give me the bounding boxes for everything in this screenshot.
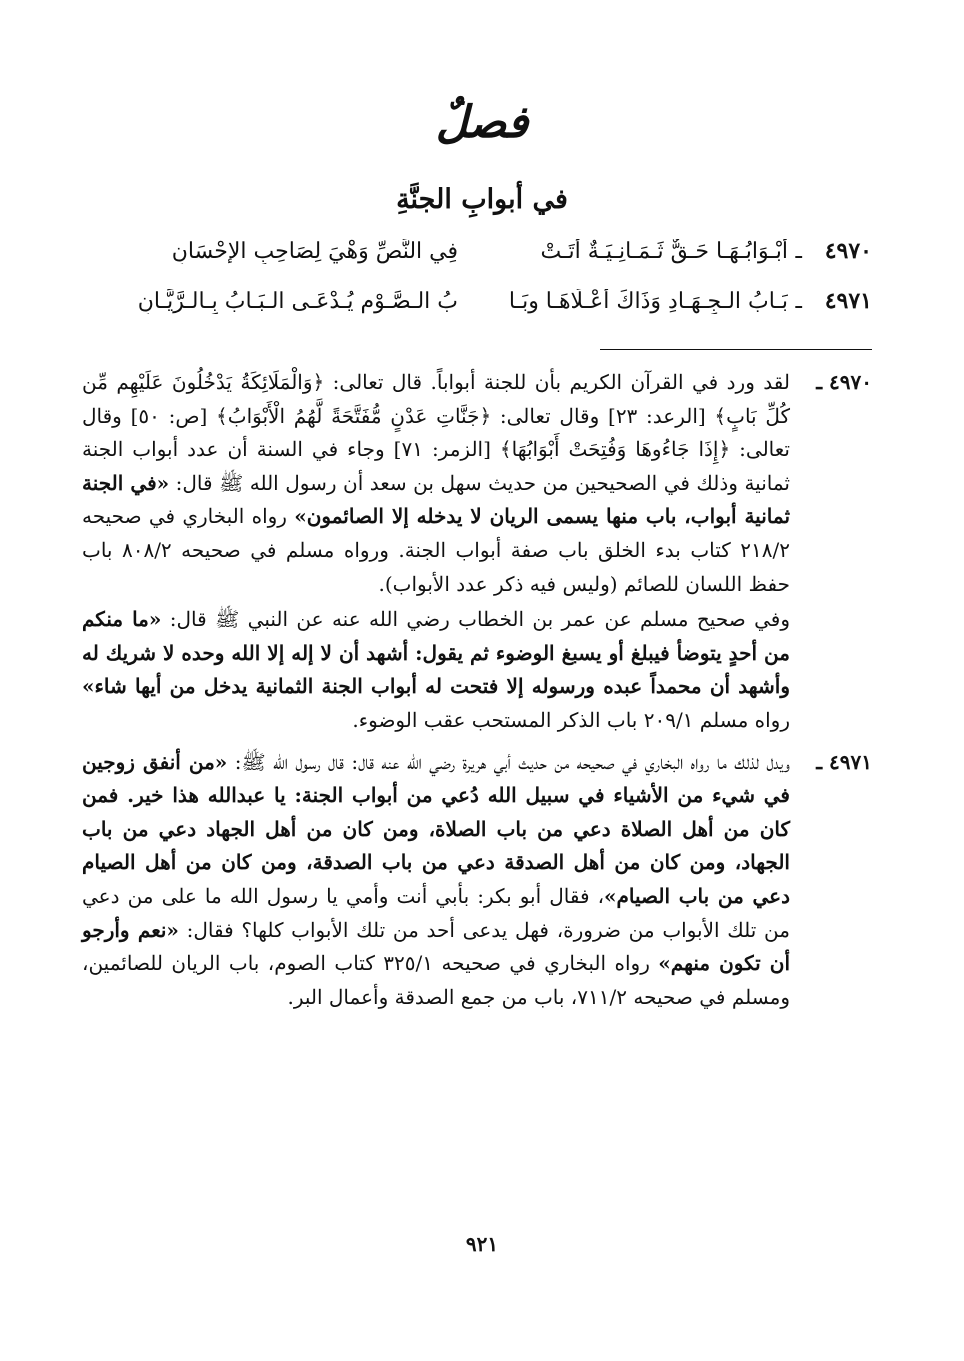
verse-dash: ـ — [795, 289, 802, 314]
footnote-paragraph — [82, 603, 790, 737]
footnote-paragraph — [82, 366, 790, 601]
section-title: في أبوابِ الجنَّةِ — [396, 184, 568, 215]
hadith-quote: «ما منكم من أحدٍ يتوضأ فيبلغ أو يسبغ الوضوء ثم يقول: أشهد أن لا إله إلا الله وحده لا شريك له وأشهد أن محمداً عبده ورسوله إلا فتحت له أبواب الجنة الثمانية يدخل من أيها شاء» — [82, 607, 790, 699]
footnote-text: لقد ورد في القرآن الكريم بأن للجنة أبواباً. قال تعالى: — [324, 370, 790, 394]
verse-second-hemistich: فِي النَّصِّ وَهْيَ لِصَاحِبِ الإِحْسَانِ — [171, 239, 458, 264]
footnote-number: ٤٩٧٠ ـ — [816, 370, 872, 394]
footnote-separator — [600, 349, 872, 350]
verse-dash: ـ — [795, 239, 802, 264]
footnote-text: [الزمر: ٧١] وجاء في السنة أن عدد أبواب الجنة ثمانية وذلك في الصحيحين من حديث سهل بن سعد أن رسول الله ﷺ قال: — [82, 437, 790, 495]
footnote-paragraph — [82, 746, 790, 1015]
chapter-heading: فصلٌ — [435, 97, 529, 148]
verse-second-hemistich: بُ الـصَّـوْمِ يُـدْعَـى الـبَـابُ بِـالـرَّيَّـانِ — [137, 289, 458, 314]
footnotes — [82, 366, 872, 1022]
footnote-text: رواه البخاري في صحيحه ٢١٨/٢ كتاب بدء الخلق باب صفة أبواب الجنة. ورواه مسلم في صحيحه ٨٠٨/٢ باب حفظ اللسان للصائم (وليس فيه ذكر عدد الأبواب). — [82, 504, 790, 596]
footnote-text: ﴿إِذَا جَاءُوهَا وَفُتِحَتْ أَبْوَابُهَا﴾ — [499, 437, 731, 462]
hadith-quote: «من أنفق زوجين في شيء من الأشياء في سبيل الله دُعي من أبواب الجنة: يا عبدالله هذا خير. فمن كان من أهل الصلاة دعي من باب الصلاة، ومن كان من أهل الجهاد دعي من باب الجهاد، ومن كان من أهل الصدقة دعي من باب الصدقة، ومن كان من أهل الصيام دعي من باب الصيام» — [82, 749, 791, 908]
poem-verses — [82, 238, 872, 338]
footnote-text: ويدل لذلك ما رواه البخاري في صحيحه من حديث أبي هريرة رضي الله عنه قال: قال رسول الله ﷺ: — [227, 749, 790, 774]
hadith-quote: «في الجنة ثمانية أبواب، باب منها يسمى الريان لا يدخله إلا الصائمون» — [82, 470, 791, 529]
footnote-text: ، فقال أبو بكر: بأبي أنت وأمي يا رسول الله ما على من دعي من تلك الأبواب من ضرورة، فهل يدعى أحد من تلك الأبواب كلها؟ فقال: — [82, 883, 790, 942]
verse-number: ٤٩٧١ — [824, 288, 872, 314]
footnote — [82, 746, 872, 1015]
verse-first-hemistich: أَبْـوَابُـهَـا حَـقٌّ ثَـمَـانِـيَـةٌ أَتَـتْ — [540, 239, 788, 264]
footnote — [82, 366, 872, 738]
verse-first-hemistich: بَـابُ الـجِـهَـادِ وَذَاكَ أَعْـلَاهَـا وبَـا — [508, 289, 788, 314]
verse-number: ٤٩٧٠ — [824, 238, 872, 264]
verse-line — [82, 288, 872, 338]
hadith-quote: «نعم وأرجو أن تكون منهم» — [82, 917, 791, 976]
verse-line — [82, 238, 872, 288]
footnote-number: ٤٩٧١ ـ — [816, 749, 872, 774]
footnote-text: وفي صحيح مسلم عن عمر بن الخطاب رضي الله عنه عن النبي ﷺ قال: — [161, 607, 791, 632]
footnote-text: ﴿وَالْمَلَائِكَةُ يَدْخُلُونَ عَلَيْهِم مِّن كُلِّ بَابٍ﴾ — [82, 370, 791, 428]
footnote-text: ﴿جَنَّاتِ عَدْنٍ مُّفَتَّحَةً لَّهُمُ الْأَبْوَابُ﴾ — [216, 403, 492, 428]
footnote-text: رواه البخاري في صحيحه ٣٢٥/١ كتاب الصوم، باب الريان للصائمين، ومسلم في صحيحه ٧١١/٢، باب من جمع الصدقة وأعمال البر. — [82, 951, 790, 1009]
footnote-text: [ص: ٥٠] وقال تعالى: — [82, 403, 790, 462]
footnote-text: رواه مسلم ٢٠٩/١ باب الذكر المستحب عقب الوضوء. — [352, 707, 790, 732]
page-number: ٩٢١ — [465, 1232, 499, 1256]
footnote-text: [الرعد: ٢٣] وقال تعالى: — [491, 403, 715, 428]
